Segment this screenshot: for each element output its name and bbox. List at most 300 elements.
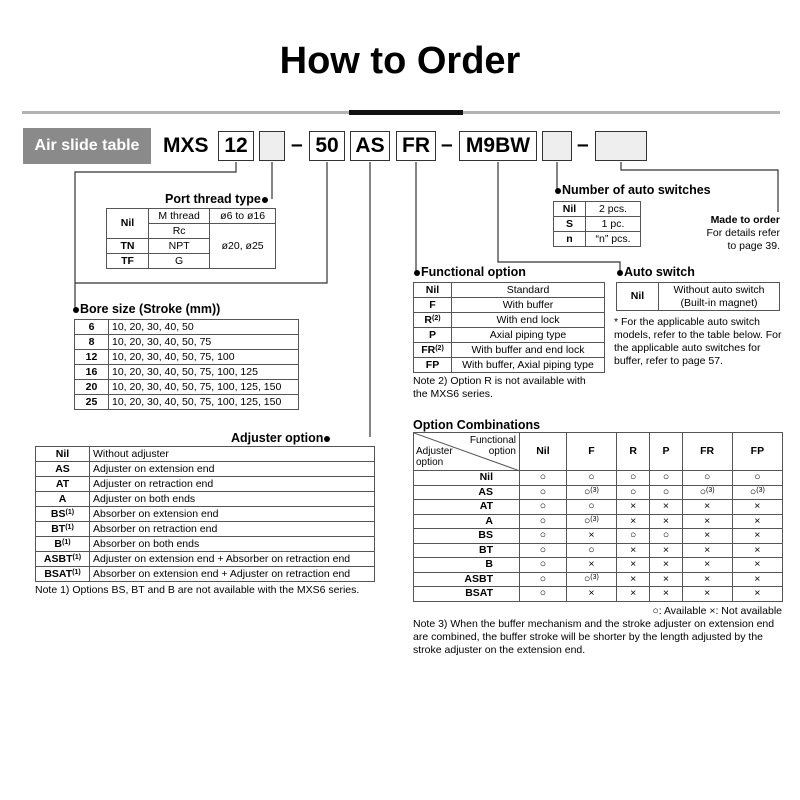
row-header: B — [414, 558, 520, 573]
code-dash: – — [441, 133, 453, 156]
adjuster-option-title — [231, 431, 331, 445]
not-available-icon: × — [704, 514, 711, 527]
table-cell — [554, 232, 586, 247]
combinations-note — [413, 618, 785, 657]
table-cell — [732, 587, 782, 602]
table-cell — [617, 485, 650, 500]
option-code: FP — [425, 358, 440, 371]
available-icon: ○ — [583, 485, 591, 498]
not-available-icon: × — [630, 514, 637, 527]
not-available-icon: × — [662, 500, 670, 513]
table-row — [414, 485, 783, 500]
table-cell — [520, 514, 567, 529]
table-cell: With buffer, Axial piping type — [452, 358, 605, 373]
made-to-order-line1: For details refer — [706, 227, 780, 239]
not-available-icon: × — [754, 514, 761, 527]
table-cell — [36, 567, 90, 582]
not-available-icon: × — [704, 543, 711, 556]
table-cell — [682, 485, 732, 500]
table-cell — [732, 471, 782, 486]
table-cell — [566, 529, 616, 544]
not-available-icon: × — [754, 587, 761, 600]
table-cell: Axial piping type — [452, 328, 605, 343]
available-icon: ○ — [539, 485, 547, 498]
not-available-icon: × — [704, 500, 711, 513]
table-cell — [566, 500, 616, 515]
adjuster-option-title-text: Adjuster option — [231, 431, 324, 445]
row-header: BT — [414, 543, 520, 558]
auto-switch-note — [614, 316, 786, 368]
table-cell — [36, 462, 90, 477]
not-available-icon: × — [588, 529, 595, 542]
table-cell — [650, 514, 682, 529]
table-row — [414, 328, 605, 343]
code-dash: – — [577, 133, 589, 156]
table-cell — [414, 283, 452, 298]
not-available-icon: × — [588, 587, 595, 600]
note-mark: * — [614, 316, 619, 328]
model-prefix: MXS — [163, 134, 209, 157]
table-cell: Absorber on extension end — [90, 507, 375, 522]
available-icon: ○ — [539, 572, 547, 585]
option-code: F — [429, 298, 436, 311]
table-cell — [36, 522, 90, 537]
table-cell — [682, 572, 732, 587]
table-cell: G — [149, 254, 210, 269]
table-row — [414, 358, 605, 373]
available-icon: ○ — [539, 500, 547, 513]
note-label: Note 3) — [413, 618, 448, 630]
table-row — [36, 537, 375, 552]
table-row — [414, 543, 783, 558]
made-to-order-line2: to page 39. — [727, 240, 780, 252]
table-cell: Adjuster on extension end — [90, 462, 375, 477]
available-icon: ○ — [539, 558, 547, 571]
table-cell — [617, 529, 650, 544]
table-cell — [414, 328, 452, 343]
not-available-icon: × — [704, 572, 711, 585]
table-cell: 8 — [75, 335, 109, 350]
available-icon: ○ — [583, 572, 591, 585]
table-cell — [520, 471, 567, 486]
row-header: AT — [414, 500, 520, 515]
table-cell — [520, 587, 567, 602]
footnote-mark: (1) — [62, 538, 71, 546]
table-header-row — [414, 433, 783, 471]
auto-switch-code-box: M9BW — [459, 131, 537, 161]
table-cell: Nil — [107, 209, 149, 239]
table-cell — [732, 485, 782, 500]
page-title: How to Order — [279, 40, 521, 82]
row-header: AS — [414, 485, 520, 500]
table-row — [554, 217, 641, 232]
table-cell — [732, 514, 782, 529]
table-cell — [566, 587, 616, 602]
table-cell — [617, 558, 650, 573]
table-cell: 10, 20, 30, 40, 50, 75, 100, 125 — [109, 365, 299, 380]
table-cell: Adjuster on both ends — [90, 492, 375, 507]
product-label: Air slide table — [23, 128, 151, 164]
auto-switch-desc2: (Built-in magnet) — [680, 296, 758, 309]
table-cell — [732, 529, 782, 544]
option-code: Nil — [562, 202, 577, 215]
table-row — [36, 567, 375, 582]
header-top-label: Functional option — [469, 435, 516, 457]
table-cell — [566, 471, 616, 486]
row-header: ASBT — [414, 572, 520, 587]
functional-code-box: FR — [396, 131, 436, 161]
table-cell: Standard — [452, 283, 605, 298]
table-row — [36, 507, 375, 522]
table-cell: 16 — [75, 365, 109, 380]
available-icon: ○ — [583, 514, 591, 527]
table-row — [414, 514, 783, 529]
table-cell: Adjuster on extension end + Absorber on retraction end — [90, 552, 375, 567]
table-row — [75, 350, 299, 365]
table-cell — [554, 202, 586, 217]
table-cell — [520, 572, 567, 587]
table-cell: Absorber on both ends — [90, 537, 375, 552]
auto-switch-title-text: Auto switch — [624, 265, 695, 279]
note-text: Options BS, BT and B are not available with the MXS6 series. — [72, 584, 360, 596]
table-cell: M thread — [149, 209, 210, 224]
available-icon: ○ — [662, 529, 670, 542]
table-row — [617, 283, 780, 311]
table-cell: 10, 20, 30, 40, 50, 75 — [109, 335, 299, 350]
made-to-order-title: Made to order — [710, 214, 780, 226]
option-code: P — [428, 328, 436, 341]
not-available-icon: × — [754, 558, 761, 571]
port-thread-title — [165, 192, 269, 206]
table-cell — [682, 529, 732, 544]
not-available-icon: × — [662, 543, 670, 556]
table-header: FR — [682, 433, 732, 471]
bore-size-title-text: Bore size (Stroke (mm)) — [80, 302, 221, 316]
available-icon: ○ — [588, 543, 595, 556]
note-text: When the buffer mechanism and the stroke adjuster on extension end are combined, the buffer stroke will be shorter by the length adjusted by the stroke adjuster on the extension end. — [413, 618, 775, 656]
available-icon: ○ — [588, 471, 595, 484]
available-icon: ○ — [539, 587, 547, 600]
adjuster-option-table — [35, 446, 375, 582]
footnote-mark: (3) — [706, 486, 715, 494]
table-row — [554, 232, 641, 247]
table-header: P — [650, 433, 682, 471]
table-cell — [682, 543, 732, 558]
not-available-icon: × — [704, 529, 711, 542]
row-header: A — [414, 514, 520, 529]
available-icon: ○ — [539, 529, 547, 542]
not-available-icon: × — [662, 587, 670, 600]
option-code: Nil — [425, 283, 440, 296]
row-header: Nil — [414, 471, 520, 486]
table-cell: Absorber on retraction end — [90, 522, 375, 537]
table-cell: NPT — [149, 239, 210, 254]
combinations-table — [413, 432, 783, 602]
port-thread-title-text: Port thread type — [165, 192, 261, 206]
combinations-title: Option Combinations — [413, 418, 541, 432]
available-icon: ○ — [539, 471, 547, 484]
table-cell — [617, 572, 650, 587]
port-thread-table — [106, 208, 276, 269]
table-cell: 1 pc. — [586, 217, 641, 232]
bullet-icon — [414, 270, 420, 276]
option-code: Nil — [55, 447, 70, 460]
auto-switch-table — [616, 282, 780, 311]
table-row — [75, 395, 299, 410]
adjuster-note — [35, 584, 375, 597]
table-cell: 10, 20, 30, 40, 50, 75, 100, 125, 150 — [109, 380, 299, 395]
available-icon: ○ — [699, 485, 707, 498]
stroke-code-box: 50 — [309, 131, 345, 161]
bullet-icon — [555, 188, 561, 194]
bore-code-box: 12 — [218, 131, 254, 161]
table-cell: Adjuster on retraction end — [90, 477, 375, 492]
table-cell: Nil — [617, 283, 659, 311]
option-code: n — [566, 232, 573, 245]
code-dash: – — [291, 133, 303, 156]
table-cell — [650, 485, 682, 500]
functional-note — [413, 375, 603, 401]
not-available-icon: × — [630, 587, 637, 600]
table-cell: 10, 20, 30, 40, 50, 75, 100 — [109, 350, 299, 365]
table-header-corner — [414, 433, 520, 471]
option-code: BSAT — [44, 567, 73, 580]
available-icon: ○ — [749, 485, 757, 498]
table-row — [75, 380, 299, 395]
table-cell — [414, 343, 452, 358]
bore-size-title — [72, 302, 220, 316]
table-cell — [732, 543, 782, 558]
not-available-icon: × — [754, 500, 761, 513]
table-cell: 25 — [75, 395, 109, 410]
table-cell — [732, 558, 782, 573]
table-cell — [554, 217, 586, 232]
table-cell — [36, 507, 90, 522]
table-row — [107, 209, 276, 224]
footnote-mark: (3) — [590, 515, 599, 523]
table-row — [414, 500, 783, 515]
not-available-icon: × — [662, 514, 670, 527]
table-row — [36, 552, 375, 567]
bullet-icon — [617, 270, 623, 276]
table-cell — [650, 587, 682, 602]
table-cell: “n” pcs. — [586, 232, 641, 247]
table-cell — [650, 572, 682, 587]
option-code: R — [424, 313, 433, 326]
table-row — [75, 365, 299, 380]
table-cell: 10, 20, 30, 40, 50, 75, 100, 125, 150 — [109, 395, 299, 410]
table-cell — [414, 358, 452, 373]
table-cell — [36, 537, 90, 552]
footnote-mark: (2) — [432, 314, 441, 322]
table-cell — [617, 500, 650, 515]
available-icon: ○ — [703, 471, 711, 484]
table-row — [36, 477, 375, 492]
option-code: BS — [50, 507, 66, 520]
table-row — [414, 587, 783, 602]
table-cell: 6 — [75, 320, 109, 335]
functional-option-title — [413, 265, 526, 279]
table-cell: TF — [107, 254, 149, 269]
table-cell: 10, 20, 30, 40, 50 — [109, 320, 299, 335]
not-available-icon: × — [754, 572, 761, 585]
table-cell: 2 pcs. — [586, 202, 641, 217]
bullet-icon — [73, 307, 79, 313]
table-row — [75, 320, 299, 335]
bore-size-table — [74, 319, 299, 410]
table-header: R — [617, 433, 650, 471]
table-cell — [682, 500, 732, 515]
bullet-icon — [262, 197, 268, 203]
table-cell — [650, 529, 682, 544]
bullet-icon — [324, 436, 330, 442]
table-cell: 20 — [75, 380, 109, 395]
switch-count-title-text: Number of auto switches — [562, 183, 711, 197]
functional-option-title-text: Functional option — [421, 265, 526, 279]
table-cell — [520, 558, 567, 573]
table-cell — [682, 587, 732, 602]
table-cell — [650, 471, 682, 486]
table-row — [554, 202, 641, 217]
note-label: Note 2) — [413, 375, 448, 387]
table-cell — [566, 485, 616, 500]
table-cell: ø6 to ø16 — [210, 209, 276, 224]
table-cell — [520, 485, 567, 500]
table-cell — [732, 500, 782, 515]
table-row — [414, 343, 605, 358]
footnote-mark: (1) — [65, 508, 75, 516]
auto-switch-desc1: Without auto switch — [673, 283, 765, 296]
table-cell: Absorber on extension end + Adjuster on retraction end — [90, 567, 375, 582]
available-icon: ○ — [588, 500, 595, 513]
table-cell — [650, 543, 682, 558]
footnote-mark: (2) — [435, 344, 444, 352]
table-cell — [682, 558, 732, 573]
available-icon: ○ — [539, 543, 547, 556]
table-cell: With buffer and end lock — [452, 343, 605, 358]
not-available-icon: × — [662, 558, 670, 571]
available-icon: ○ — [539, 514, 547, 527]
table-row — [36, 522, 375, 537]
table-cell — [414, 313, 452, 328]
not-available-icon: × — [630, 572, 637, 585]
table-cell — [617, 514, 650, 529]
available-icon: ○ — [630, 485, 637, 498]
table-row — [414, 471, 783, 486]
table-cell — [36, 492, 90, 507]
available-icon: ○ — [630, 471, 637, 484]
table-cell — [566, 572, 616, 587]
not-available-icon: × — [662, 572, 670, 585]
not-available-icon: × — [704, 558, 711, 571]
table-row — [414, 313, 605, 328]
table-cell — [36, 477, 90, 492]
option-code: S — [565, 217, 573, 230]
footnote-mark: (1) — [65, 523, 74, 531]
table-cell — [566, 558, 616, 573]
note-text: For the applicable auto switch models, refer to the table below. For the applicable auto switches for buffer, refer to page 57. — [614, 316, 782, 367]
table-cell — [520, 529, 567, 544]
table-cell — [414, 298, 452, 313]
available-icon: ○ — [754, 471, 761, 484]
switch-count-table — [553, 201, 641, 247]
footnote-mark: (1) — [72, 568, 81, 576]
not-available-icon: × — [704, 587, 711, 600]
table-cell: ø20, ø25 — [210, 224, 276, 269]
table-cell — [650, 500, 682, 515]
table-row — [414, 558, 783, 573]
table-cell: Rc — [149, 224, 210, 239]
table-cell — [36, 552, 90, 567]
table-cell — [682, 471, 732, 486]
made-to-order-note — [680, 214, 780, 253]
table-cell: 12 — [75, 350, 109, 365]
table-cell: TN — [107, 239, 149, 254]
option-code: A — [58, 492, 67, 505]
table-row — [414, 529, 783, 544]
table-cell — [682, 514, 732, 529]
table-row — [36, 462, 375, 477]
footnote-mark: (1) — [72, 553, 82, 561]
table-row — [36, 447, 375, 462]
table-cell — [732, 572, 782, 587]
table-row — [36, 492, 375, 507]
table-cell — [617, 543, 650, 558]
auto-switch-title — [616, 265, 695, 279]
option-code: FR — [421, 343, 436, 356]
option-code: BT — [51, 522, 66, 535]
table-cell — [659, 283, 780, 311]
table-cell — [650, 558, 682, 573]
table-row — [414, 298, 605, 313]
footnote-mark: (3) — [756, 486, 765, 494]
table-row — [414, 572, 783, 587]
not-available-icon: × — [754, 543, 761, 556]
combinations-legend: ○: Available ×: Not available — [652, 605, 782, 617]
footnote-mark: (3) — [590, 573, 599, 581]
switch-count-title — [554, 183, 711, 197]
not-available-icon: × — [630, 500, 637, 513]
footnote-mark: (3) — [590, 486, 599, 494]
table-header: F — [566, 433, 616, 471]
option-code: B — [54, 537, 63, 550]
table-header: FP — [732, 433, 782, 471]
row-header: BS — [414, 529, 520, 544]
not-available-icon: × — [630, 558, 637, 571]
table-cell — [566, 543, 616, 558]
adjuster-code-box: AS — [350, 131, 390, 161]
note-text: Option R is not available with the MXS6 series. — [413, 375, 586, 400]
table-cell: With buffer — [452, 298, 605, 313]
note-label: Note 1) — [35, 584, 70, 596]
option-code: ASBT — [43, 552, 73, 565]
available-icon: ○ — [662, 485, 670, 498]
not-available-icon: × — [588, 558, 595, 571]
row-header: BSAT — [414, 587, 520, 602]
functional-option-table — [413, 282, 605, 373]
not-available-icon: × — [630, 543, 637, 556]
table-cell — [520, 500, 567, 515]
table-cell: Without adjuster — [90, 447, 375, 462]
table-cell — [36, 447, 90, 462]
table-cell — [617, 471, 650, 486]
table-cell — [617, 587, 650, 602]
table-row — [75, 335, 299, 350]
option-code: AS — [55, 462, 70, 475]
table-row — [414, 283, 605, 298]
table-cell — [566, 514, 616, 529]
table-header: Nil — [520, 433, 567, 471]
